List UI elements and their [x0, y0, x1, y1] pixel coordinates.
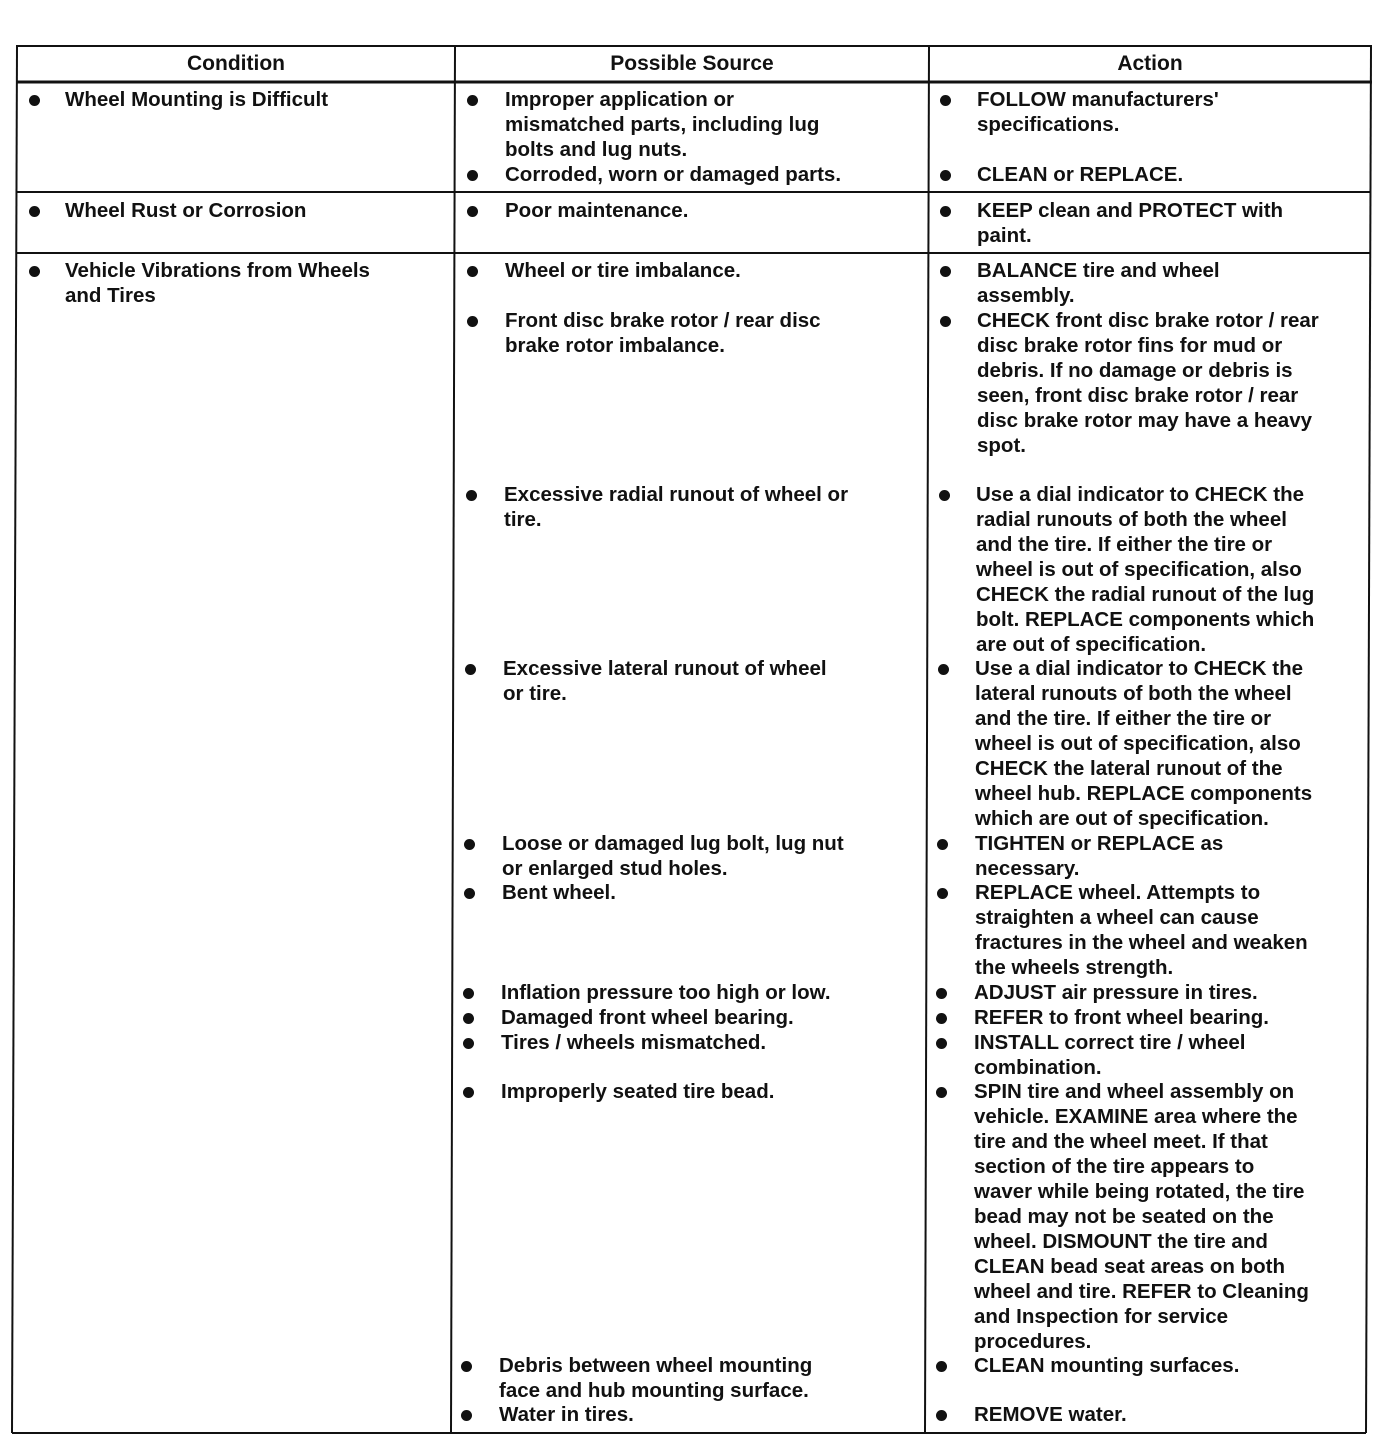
source-cell: Excessive radial runout of wheel or tire.: [504, 483, 849, 531]
bullet-icon: [936, 1038, 947, 1049]
condition-cell: Vehicle Vibrations from Wheels and Tires: [65, 259, 370, 307]
bullet-icon: [29, 206, 40, 217]
action-cell: TIGHTEN or REPLACE as necessary.: [975, 832, 1224, 880]
bullet-icon: [937, 888, 948, 899]
bullet-icon: [938, 664, 949, 675]
bullet-icon: [939, 490, 950, 501]
bullet-icon: [467, 206, 478, 217]
source-cell: Bent wheel.: [502, 881, 616, 904]
bullet-icon: [936, 1410, 947, 1421]
action-cell: CLEAN or REPLACE.: [977, 163, 1184, 186]
action-cell: FOLLOW manufacturers' specifications.: [977, 88, 1219, 136]
bullet-icon: [940, 170, 951, 181]
header-possible-source: Possible Source: [610, 52, 774, 75]
bullet-icon: [463, 988, 474, 999]
bullet-icon: [936, 1013, 947, 1024]
bullet-icon: [936, 988, 947, 999]
bullet-icon: [464, 888, 475, 899]
bullet-icon: [467, 266, 478, 277]
action-cell: CLEAN mounting surfaces.: [974, 1354, 1240, 1377]
bullet-icon: [466, 490, 477, 501]
bullet-icon: [463, 1013, 474, 1024]
bullet-icon: [940, 206, 951, 217]
bullet-icon: [465, 664, 476, 675]
source-cell: Improperly seated tire bead.: [501, 1080, 775, 1103]
action-cell: REPLACE wheel. Attempts to straighten a wheel can cause fractures in the wheel and weaken the wheels strength.: [975, 881, 1308, 979]
condition-cell: Wheel Mounting is Difficult: [65, 88, 329, 111]
bullet-icon: [936, 1361, 947, 1372]
bullet-icon: [467, 316, 478, 327]
action-cell: REMOVE water.: [974, 1403, 1127, 1426]
action-cell: Use a dial indicator to CHECK the radial runouts of both the wheel and the tire. If either the tire or wheel is out of specification, also CHECK the radial runout of the lug bolt. REPLACE components which are out of specification.: [976, 483, 1315, 656]
source-cell: Excessive lateral runout of wheel or tire.: [503, 657, 827, 705]
bullet-icon: [940, 266, 951, 277]
header-action: Action: [1117, 52, 1183, 75]
bullet-icon: [940, 95, 951, 106]
header-condition: Condition: [187, 52, 285, 75]
bullet-icon: [940, 316, 951, 327]
source-cell: Tires / wheels mismatched.: [501, 1031, 767, 1054]
bullet-icon: [463, 1038, 474, 1049]
source-cell: Wheel or tire imbalance.: [505, 259, 741, 282]
bullet-icon: [936, 1087, 947, 1098]
source-cell: Loose or damaged lug bolt, lug nut or enlarged stud holes.: [502, 832, 844, 880]
bullet-icon: [461, 1361, 472, 1372]
action-cell: INSTALL correct tire / wheel combination.: [974, 1031, 1246, 1079]
bullet-icon: [463, 1087, 474, 1098]
action-cell: CHECK front disc brake rotor / rear disc brake rotor fins for mud or debris. If no damage or debris is seen, front disc brake rotor / rear disc brake rotor may have a heavy spot.: [977, 309, 1319, 457]
action-cell: REFER to front wheel bearing.: [974, 1006, 1269, 1029]
action-cell: BALANCE tire and wheel assembly.: [977, 259, 1220, 307]
bullet-icon: [467, 95, 478, 106]
bullet-icon: [937, 839, 948, 850]
bullet-icon: [29, 266, 40, 277]
source-cell: Water in tires.: [499, 1403, 634, 1426]
bullet-icon: [461, 1410, 472, 1421]
action-cell: KEEP clean and PROTECT with paint.: [977, 199, 1284, 247]
bullet-icon: [464, 839, 475, 850]
source-cell: Damaged front wheel bearing.: [501, 1006, 794, 1029]
action-cell: Use a dial indicator to CHECK the lateral runouts of both the wheel and the tire. If either the tire or wheel is out of specification, also CHECK the lateral runout of the wheel hub. REPLACE components which are out of specification.: [975, 657, 1313, 830]
bullet-icon: [29, 95, 40, 106]
source-cell: Poor maintenance.: [505, 199, 689, 222]
condition-cell: Wheel Rust or Corrosion: [65, 199, 307, 222]
source-cell: Debris between wheel mounting face and hub mounting surface.: [499, 1354, 813, 1402]
action-cell: ADJUST air pressure in tires.: [974, 981, 1258, 1004]
source-cell: Improper application or mismatched parts, including lug bolts and lug nuts.: [505, 88, 820, 161]
source-cell: Inflation pressure too high or low.: [501, 981, 831, 1004]
action-cell: SPIN tire and wheel assembly on vehicle. EXAMINE area where the tire and the wheel meet. If that section of the tire appears to waver while being rotated, the tire bead may not be seated on the wheel. DISMOUNT the tire and CLEAN bead seat areas on both wheel and tire. REFER to Cleaning and Inspection for service procedures.: [974, 1080, 1309, 1353]
bullet-icon: [467, 170, 478, 181]
source-cell: Corroded, worn or damaged parts.: [505, 163, 842, 186]
source-cell: Front disc brake rotor / rear disc brake rotor imbalance.: [505, 309, 821, 357]
